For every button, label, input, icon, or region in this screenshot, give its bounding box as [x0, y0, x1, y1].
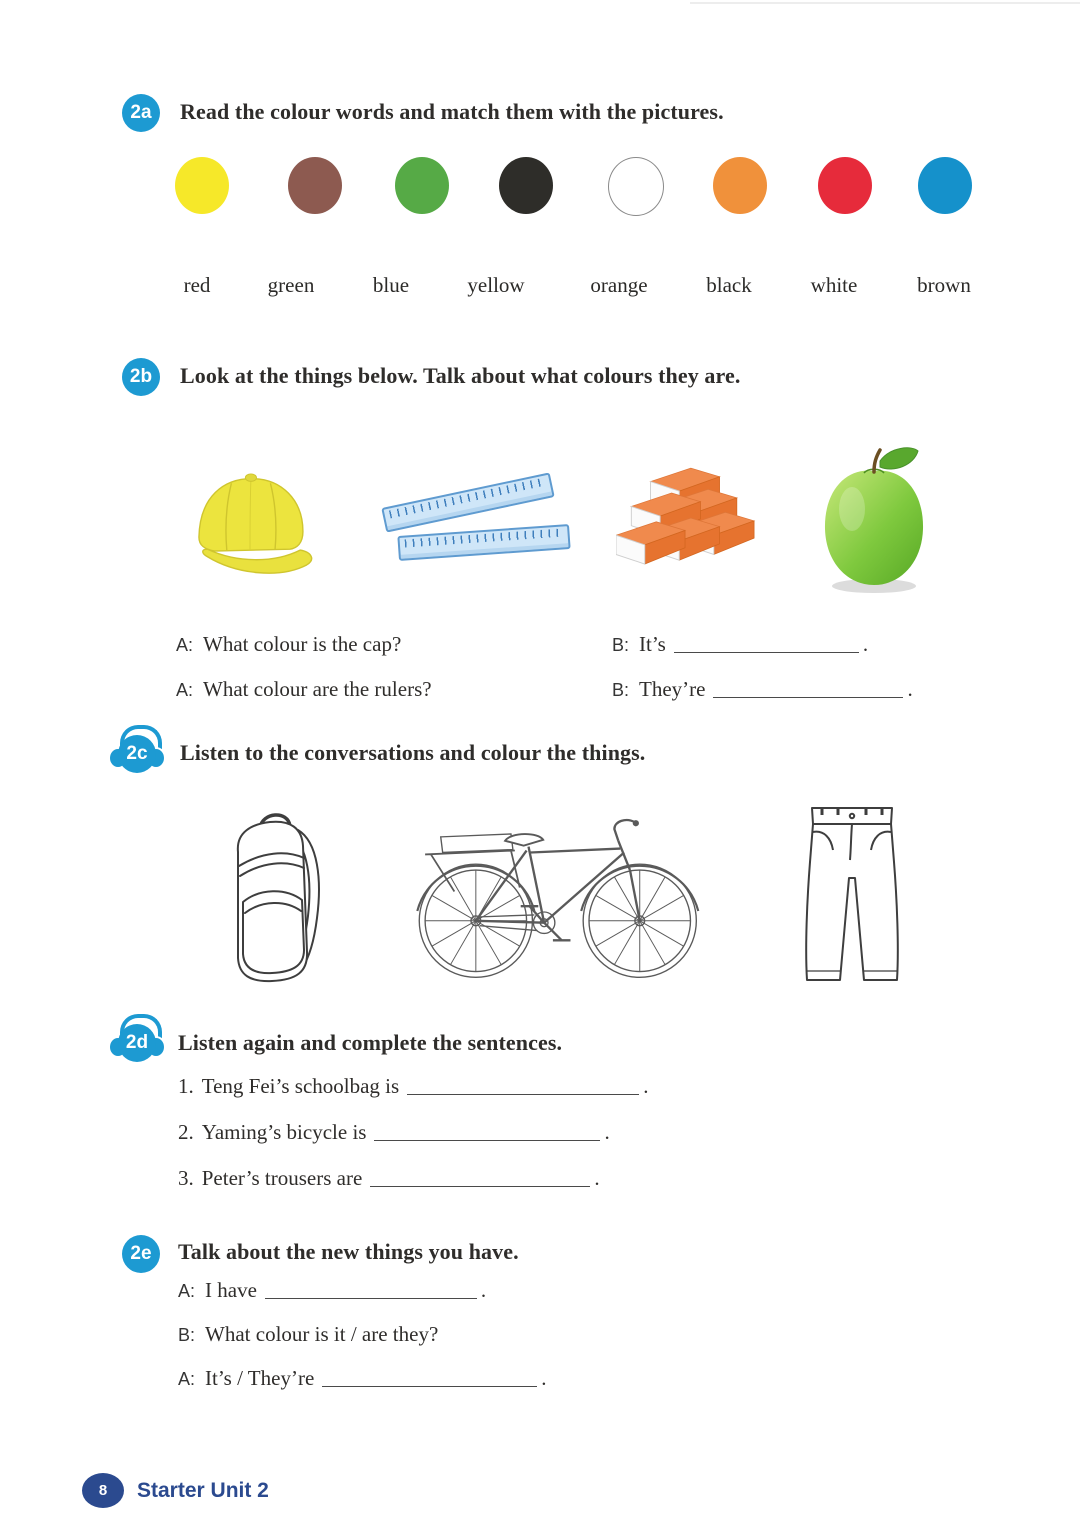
colour-word-orange: orange	[590, 273, 648, 297]
ruler-bottom	[397, 524, 570, 561]
period: .	[604, 1120, 610, 1144]
colour-word-red: red	[183, 273, 211, 297]
ruler-top	[381, 472, 554, 532]
answer-blank	[265, 1282, 477, 1299]
scan-artifact-line	[690, 2, 1080, 4]
schoolbag-outline-image	[212, 800, 334, 995]
answer-blank	[713, 681, 903, 698]
colour-word-black: black	[706, 273, 752, 297]
dialogue-text: They’re	[639, 677, 706, 701]
speaker-label: B:	[178, 1325, 196, 1345]
dialogue-text: What colour is it / are they?	[205, 1322, 439, 1346]
section-badge-2e: 2e	[122, 1235, 160, 1273]
colour-swatch-blue	[918, 157, 972, 214]
colour-swatch-brown	[288, 157, 342, 214]
colour-swatch-red	[818, 157, 872, 214]
chalk-image	[616, 462, 756, 574]
dialogue-text: It’s / They’re	[205, 1366, 315, 1390]
page-number-badge: 8	[82, 1473, 124, 1508]
speaker-label: B:	[612, 635, 630, 655]
speaker-label: B:	[612, 680, 630, 700]
sentence-text: Peter’s trousers are	[201, 1166, 363, 1190]
cap-image	[185, 458, 315, 593]
dialogue-line-e3	[178, 1366, 547, 1391]
trousers-outline-image	[798, 800, 906, 990]
period: .	[594, 1166, 600, 1190]
colour-swatch-green	[395, 157, 449, 214]
section-badge-2b: 2b	[122, 358, 160, 396]
ruler-tick-marks	[389, 478, 545, 519]
dialogue-line-b1	[612, 632, 868, 657]
colour-swatch-black	[499, 157, 553, 214]
answer-blank	[407, 1078, 639, 1095]
period: .	[541, 1366, 547, 1390]
dialogue-text: It’s	[639, 632, 666, 656]
dialogue-text: What colour is the cap?	[203, 632, 402, 656]
apple-image	[810, 445, 938, 597]
section-title-2a: Read the colour words and match them with the pictures.	[180, 99, 724, 124]
section-badge-2c: 2c	[118, 735, 156, 773]
answer-blank	[370, 1170, 590, 1187]
speaker-label: A:	[176, 680, 194, 700]
dialogue-line-e1	[178, 1278, 486, 1303]
dialogue-line-a1	[176, 632, 401, 657]
colour-word-brown: brown	[917, 273, 971, 297]
ruler-tick-marks	[405, 529, 563, 548]
colour-swatch-white	[608, 157, 664, 216]
answer-blank	[322, 1370, 537, 1387]
dialogue-text: What colour are the rulers?	[203, 677, 432, 701]
sentence-3	[178, 1166, 600, 1191]
sentence-1	[178, 1074, 648, 1099]
section-badge-2c-audio	[108, 725, 166, 777]
sentence-number: 1.	[178, 1074, 194, 1098]
bicycle-outline-image	[392, 792, 707, 992]
section-badge-2a: 2a	[122, 94, 160, 132]
section-badge-2d-audio	[108, 1014, 166, 1066]
colour-word-yellow: yellow	[467, 273, 525, 297]
speaker-label: A:	[178, 1369, 196, 1389]
section-title-2e: Talk about the new things you have.	[178, 1239, 519, 1264]
section-title-2d: Listen again and complete the sentences.	[178, 1030, 563, 1055]
sentence-number: 3.	[178, 1166, 194, 1190]
sentence-2	[178, 1120, 610, 1145]
dialogue-text: I have	[205, 1278, 257, 1302]
sentence-number: 2.	[178, 1120, 194, 1144]
section-badge-2d: 2d	[118, 1024, 156, 1062]
period: .	[643, 1074, 649, 1098]
sentence-text: Yaming’s bicycle is	[201, 1120, 367, 1144]
answer-blank	[374, 1124, 600, 1141]
colour-word-blue: blue	[372, 273, 410, 297]
period: .	[862, 632, 869, 656]
speaker-label: A:	[178, 1281, 196, 1301]
sentence-text: Teng Fei’s schoolbag is	[201, 1074, 400, 1098]
dialogue-line-a2	[176, 677, 432, 702]
answer-blank	[674, 636, 859, 653]
colour-word-white: white	[810, 273, 858, 297]
colour-swatch-yellow	[175, 157, 229, 214]
period: .	[907, 677, 913, 701]
section-title-2b: Look at the things below. Talk about what colours they are.	[180, 363, 741, 388]
speaker-label: A:	[176, 635, 194, 655]
dialogue-line-b2	[612, 677, 913, 702]
colour-swatch-orange	[713, 157, 767, 214]
unit-footer-label: Starter Unit 2	[137, 1479, 269, 1502]
colour-word-green: green	[267, 273, 315, 297]
rulers-image	[372, 468, 572, 580]
period: .	[480, 1278, 487, 1302]
section-title-2c: Listen to the conversations and colour the things.	[180, 740, 646, 765]
dialogue-line-e2	[178, 1322, 438, 1347]
